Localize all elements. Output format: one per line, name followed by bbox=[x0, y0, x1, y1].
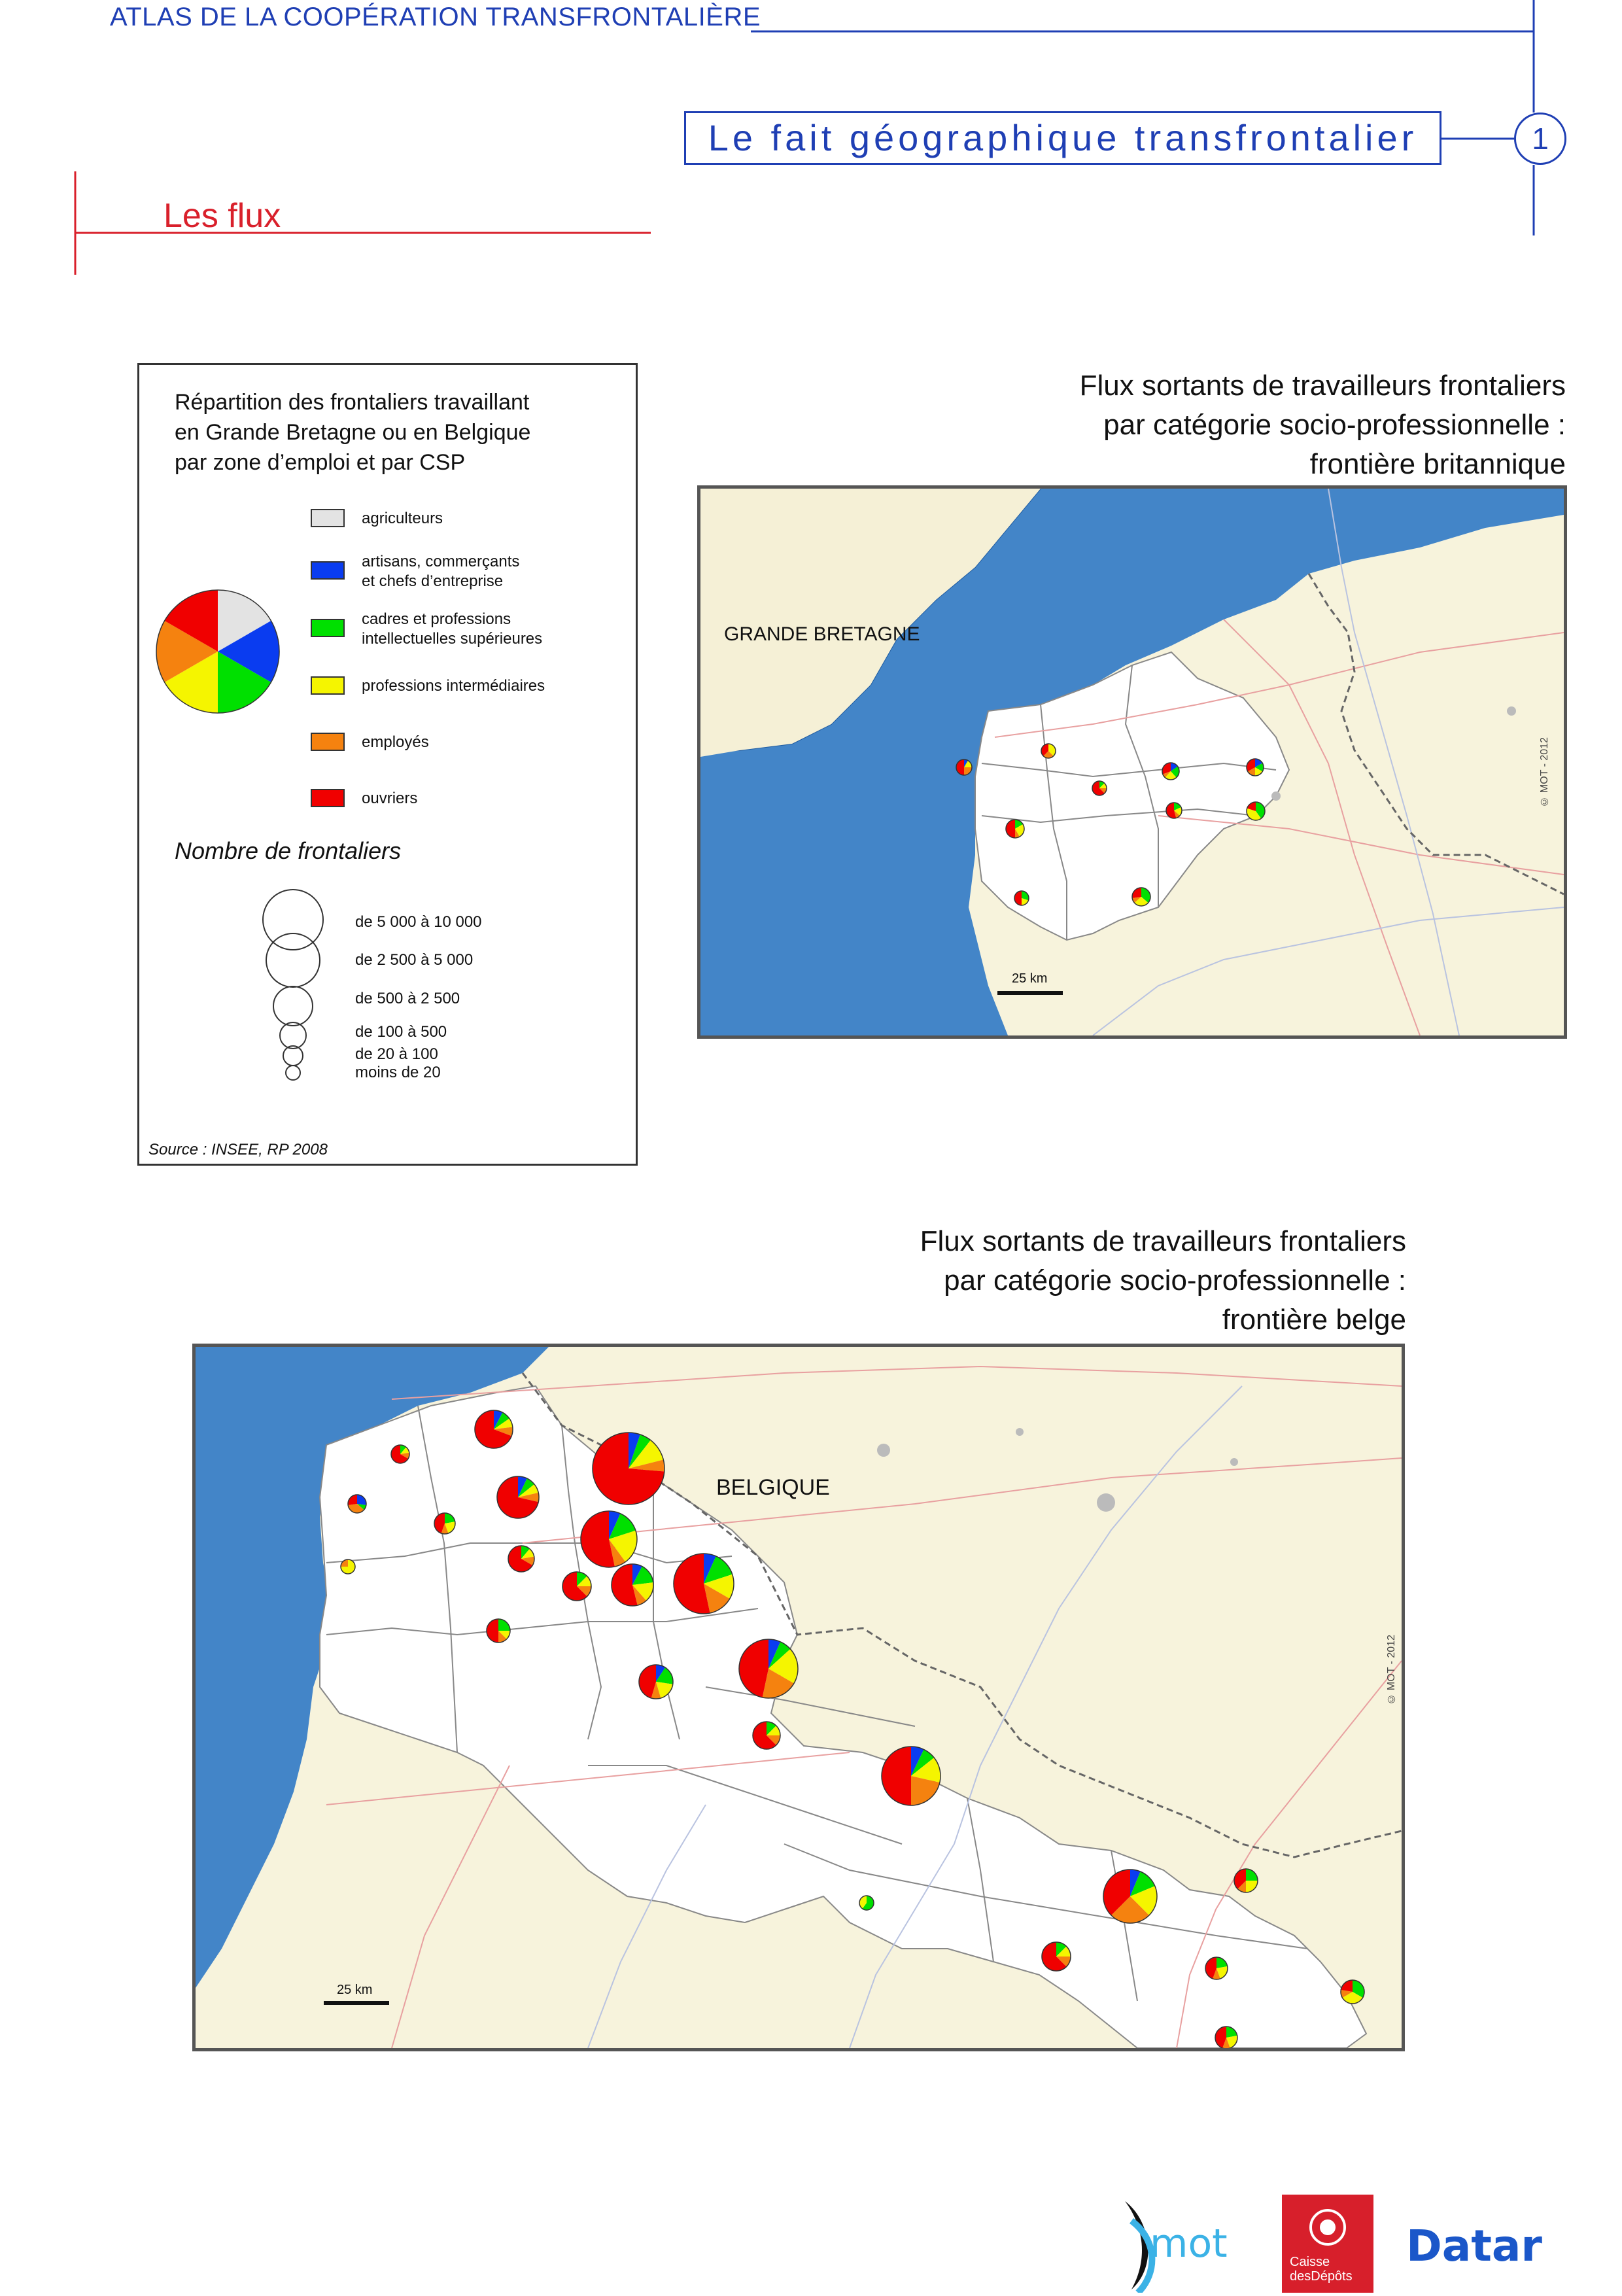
mot-logo-text: mot bbox=[1150, 2221, 1228, 2267]
pie-slice bbox=[739, 1639, 768, 1697]
be-flow-pie bbox=[859, 1896, 874, 1910]
be-flow-pie bbox=[581, 1511, 637, 1567]
map-gb[interactable] bbox=[697, 485, 1567, 1039]
size-class-label: de 500 à 2 500 bbox=[355, 990, 460, 1007]
swatch-artisans bbox=[311, 561, 345, 580]
legend-pie bbox=[154, 587, 282, 716]
gb-flow-pie bbox=[1092, 781, 1107, 795]
be-flow-pie bbox=[882, 1747, 940, 1805]
map-gb-pies bbox=[700, 489, 1564, 1035]
section-title: Les flux bbox=[164, 197, 281, 235]
size-class-label: de 100 à 500 bbox=[355, 1023, 447, 1041]
map-gb-title bbox=[781, 366, 1566, 484]
legend-title-line: Répartition des frontaliers travaillant bbox=[175, 390, 530, 415]
be-flow-pie bbox=[1205, 1957, 1228, 1979]
map-gb-title-line: par catégorie socio-professionnelle : bbox=[1103, 409, 1566, 441]
pie-slice bbox=[487, 1619, 498, 1643]
be-flow-pie bbox=[341, 1559, 355, 1574]
pie-slice bbox=[956, 759, 964, 775]
legend-label-ouvriers: ouvriers bbox=[362, 790, 418, 807]
size-legend-title: Nombre de frontaliers bbox=[175, 837, 402, 864]
mot-logo bbox=[1112, 2195, 1243, 2293]
legend-label-cadres: cadres et professions intellectuelles supérieures bbox=[362, 610, 543, 648]
map-be[interactable] bbox=[192, 1344, 1405, 2051]
be-flow-pie bbox=[487, 1619, 510, 1643]
map-be-pies bbox=[196, 1347, 1402, 2048]
size-class-label: de 5 000 à 10 000 bbox=[355, 913, 482, 931]
map-be-country-label: BELGIQUE bbox=[716, 1475, 830, 1500]
gb-flow-pie bbox=[1247, 759, 1264, 776]
cdc-text-line: Caisse bbox=[1290, 2255, 1330, 2269]
size-class-label: de 20 à 100 bbox=[355, 1045, 438, 1063]
gb-flow-pie bbox=[1041, 744, 1056, 758]
pie-slice bbox=[882, 1747, 911, 1805]
legend-label-artisans: artisans, commerçants et chefs d’entreprise bbox=[362, 553, 520, 590]
map-gb-title-line: frontière britannique bbox=[1309, 448, 1566, 480]
map-gb-country-label: GRANDE BRETAGNE bbox=[724, 623, 920, 645]
be-flow-pie bbox=[639, 1665, 673, 1699]
atlas-title: ATLAS DE LA COOPÉRATION TRANSFRONTALIÈRE bbox=[110, 3, 761, 31]
gb-flow-pie bbox=[1166, 803, 1182, 818]
map-be-title bbox=[621, 1222, 1406, 1340]
be-flow-pie bbox=[348, 1495, 366, 1513]
be-flow-pie bbox=[1341, 1980, 1364, 2004]
size-legend-circles bbox=[250, 888, 336, 1137]
pie-slice bbox=[1014, 891, 1022, 905]
legend-label-professions-intermediaires: professions intermédiaires bbox=[362, 677, 545, 695]
be-flow-pie bbox=[593, 1433, 664, 1505]
be-flow-pie bbox=[739, 1639, 798, 1698]
swatch-agriculteurs bbox=[311, 509, 345, 527]
datar-logo: Datar bbox=[1406, 2221, 1542, 2271]
legend-title bbox=[175, 387, 530, 478]
map-gb-scale-bar bbox=[997, 991, 1063, 995]
be-flow-pie bbox=[562, 1572, 591, 1601]
be-flow-pie bbox=[1103, 1870, 1157, 1923]
swatch-employes bbox=[311, 733, 345, 751]
legend-title-line: par zone d’emploi et par CSP bbox=[175, 450, 466, 475]
gb-flow-pie bbox=[1162, 763, 1179, 780]
gb-flow-pie bbox=[1247, 802, 1265, 820]
chapter-title: Le fait géographique transfrontalier bbox=[684, 111, 1441, 165]
be-flow-pie bbox=[391, 1445, 409, 1463]
cdc-text-line: desDépôts bbox=[1290, 2269, 1353, 2284]
legend-label-agriculteurs: agriculteurs bbox=[362, 510, 443, 527]
caisse-des-depots-logo bbox=[1282, 2195, 1373, 2293]
legend-box bbox=[137, 363, 638, 1166]
size-class-label: de 2 500 à 5 000 bbox=[355, 951, 474, 969]
be-flow-pie bbox=[753, 1722, 780, 1749]
be-flow-pie bbox=[612, 1564, 653, 1606]
map-be-title-line: par catégorie socio-professionnelle : bbox=[944, 1264, 1406, 1296]
page-number: 1 bbox=[1514, 113, 1566, 165]
gb-flow-pie bbox=[1006, 820, 1024, 838]
map-be-scale-bar bbox=[324, 2001, 389, 2005]
be-flow-pie bbox=[674, 1554, 734, 1614]
map-gb-scale-label: 25 km bbox=[1012, 971, 1048, 986]
be-flow-pie bbox=[434, 1513, 455, 1534]
gb-flow-pie bbox=[956, 759, 972, 775]
legend-source: Source : INSEE, RP 2008 bbox=[148, 1141, 328, 1158]
cdc-logo-text bbox=[1290, 2255, 1353, 2284]
gb-flow-pie bbox=[1132, 888, 1150, 906]
map-be-credit: © MOT - 2012 bbox=[1386, 1635, 1397, 1705]
be-flow-pie bbox=[1215, 2026, 1237, 2048]
legend-label-employes: employés bbox=[362, 733, 429, 751]
be-flow-pie bbox=[1042, 1942, 1071, 1971]
size-class-label: moins de 20 bbox=[355, 1064, 441, 1081]
cdc-logo-block bbox=[1282, 2195, 1373, 2293]
be-flow-pie bbox=[1234, 1869, 1258, 1892]
pie-slice bbox=[1006, 820, 1015, 838]
map-be-title-line: Flux sortants de travailleurs frontaliers bbox=[920, 1225, 1406, 1257]
swatch-ouvriers bbox=[311, 789, 345, 807]
legend-title-line: en Grande Bretagne ou en Belgique bbox=[175, 420, 531, 445]
be-flow-pie bbox=[508, 1546, 534, 1572]
legend-pie-chart bbox=[156, 590, 279, 713]
map-be-title-line: frontière belge bbox=[1222, 1304, 1406, 1336]
be-flow-pie bbox=[475, 1410, 513, 1448]
swatch-cadres bbox=[311, 619, 345, 637]
map-be-scale-label: 25 km bbox=[337, 1983, 373, 1997]
cdc-seal-icon bbox=[1308, 2208, 1347, 2247]
swatch-professions-intermediaires bbox=[311, 676, 345, 695]
map-gb-credit: © MOT - 2012 bbox=[1539, 737, 1550, 807]
be-flow-pie bbox=[497, 1476, 539, 1518]
gb-flow-pie bbox=[1014, 891, 1029, 905]
map-gb-title-line: Flux sortants de travailleurs frontaliers bbox=[1079, 370, 1566, 402]
